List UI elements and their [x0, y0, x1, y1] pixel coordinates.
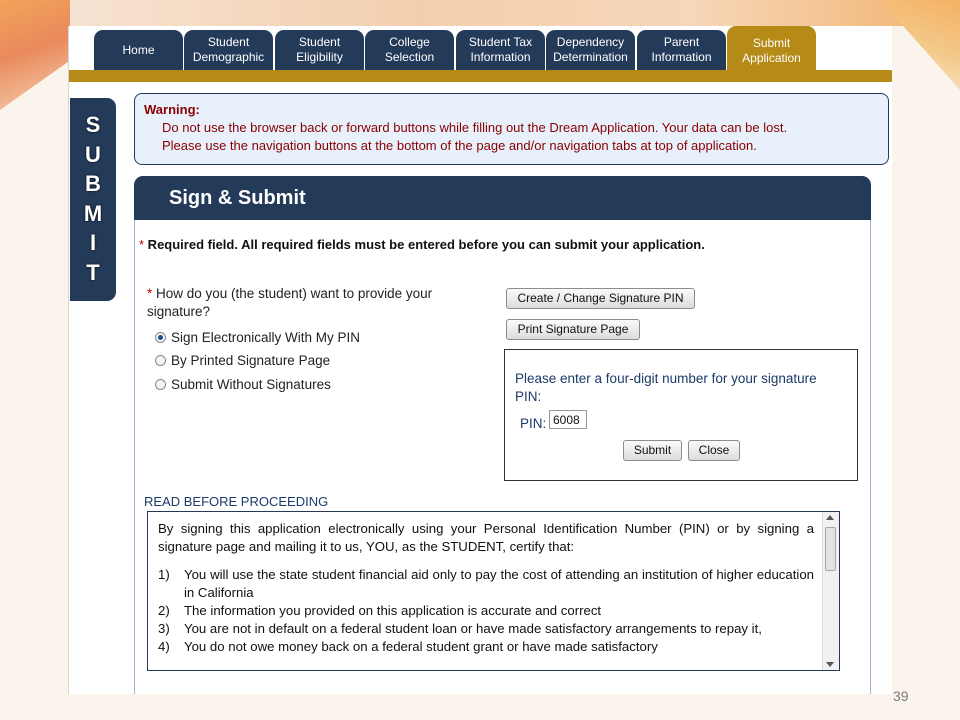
- item-number: 2): [158, 603, 170, 618]
- rail-letter: U: [85, 141, 101, 167]
- tab-student-tax-information[interactable]: Student Tax Information: [456, 30, 545, 70]
- read-before-heading: READ BEFORE PROCEEDING: [144, 494, 329, 509]
- rail-letter: I: [89, 230, 97, 255]
- print-signature-page-button[interactable]: Print Signature Page: [506, 319, 640, 340]
- tab-underline-bar: [69, 70, 892, 82]
- item-number: 4): [158, 639, 170, 654]
- slide-left-decoration: [0, 0, 70, 110]
- pin-input[interactable]: 6008: [549, 410, 587, 429]
- slide-top-decoration: [60, 0, 960, 26]
- tab-college-selection[interactable]: College Selection: [365, 30, 454, 70]
- required-note-text: Required field. All required fields must be entered before you can submit your application.: [144, 237, 705, 252]
- radio-label: Submit Without Signatures: [171, 377, 331, 392]
- radio-submit-without-signatures[interactable]: [155, 377, 331, 392]
- pin-label: PIN:: [520, 416, 547, 431]
- rail-letter: T: [86, 259, 100, 285]
- tab-student-eligibility[interactable]: Student Eligibility: [275, 30, 364, 70]
- pin-close-button[interactable]: Close: [688, 440, 740, 461]
- terms-intro: By signing this application electronically using your Personal Identification Number (PIN) or by signing a signature page and mailing it to us, YOU, as the STUDENT, certify that:: [158, 521, 814, 554]
- radio-button[interactable]: [155, 355, 166, 366]
- warning-box: [134, 93, 889, 165]
- required-star: *: [139, 237, 145, 252]
- terms-list: [158, 566, 814, 656]
- section-header: [134, 176, 871, 220]
- radio-label: By Printed Signature Page: [171, 353, 331, 368]
- tab-student-demographic[interactable]: Student Demographic: [184, 30, 273, 70]
- terms-scrollbar[interactable]: [822, 512, 839, 670]
- submit-side-rail: [70, 98, 116, 301]
- scroll-down-arrow-icon[interactable]: [826, 662, 834, 667]
- radio-button[interactable]: [155, 379, 166, 390]
- rail-letter: M: [83, 200, 103, 226]
- item-text: You will use the state student financial aid only to pay the cost of attending an institution of higher education in California: [184, 567, 814, 600]
- item-number: 3): [158, 621, 170, 636]
- slide-right-decoration: [880, 0, 960, 90]
- tab-parent-information[interactable]: Parent Information: [637, 30, 726, 70]
- radio-label: Sign Electronically With My PIN: [171, 330, 361, 345]
- signature-question-text: How do you (the student) want to provide your signature?: [147, 286, 433, 319]
- pin-prompt: Please enter a four-digit number for your signature PIN:: [515, 371, 817, 404]
- pin-dialog: [504, 349, 858, 481]
- required-field-note: [139, 237, 705, 252]
- required-star: *: [147, 286, 153, 301]
- section-title: Sign & Submit: [169, 187, 306, 209]
- scroll-up-arrow-icon[interactable]: [826, 515, 834, 520]
- pin-submit-button[interactable]: Submit: [623, 440, 682, 461]
- list-item: [158, 602, 814, 620]
- rail-letter: S: [85, 112, 101, 137]
- warning-line: Please use the navigation buttons at the bottom of the page and/or navigation tabs at top of application.: [162, 138, 757, 153]
- list-item: [158, 638, 814, 656]
- scrollbar-thumb[interactable]: [825, 527, 836, 571]
- create-change-pin-button[interactable]: Create / Change Signature PIN: [506, 288, 695, 309]
- list-item: [158, 620, 814, 638]
- warning-line: Do not use the browser back or forward buttons while filling out the Dream Application. Your data can be lost.: [162, 120, 788, 135]
- tab-submit-application[interactable]: Submit Application: [727, 26, 816, 70]
- tab-home[interactable]: Home: [94, 30, 183, 70]
- terms-text: [158, 520, 814, 656]
- warning-title: Warning:: [144, 102, 200, 117]
- terms-box: [147, 511, 840, 671]
- item-text: You do not owe money back on a federal student grant or have made satisfactory: [184, 639, 658, 654]
- list-item: [158, 566, 814, 602]
- application-screenshot: [68, 26, 892, 694]
- signature-question: [147, 285, 457, 321]
- rail-letter: B: [85, 171, 101, 196]
- item-number: 1): [158, 567, 170, 582]
- item-text: The information you provided on this application is accurate and correct: [184, 603, 602, 618]
- radio-button-selected[interactable]: [155, 332, 166, 343]
- navigation-tabs: [69, 26, 892, 70]
- item-text: You are not in default on a federal student loan or have made satisfactory arrangements to repay it,: [184, 621, 762, 636]
- slide-number: 39: [893, 688, 909, 704]
- tab-dependency-determination[interactable]: Dependency Determination: [546, 30, 635, 70]
- radio-printed-signature-page[interactable]: [155, 353, 330, 368]
- radio-sign-electronically[interactable]: [155, 330, 360, 345]
